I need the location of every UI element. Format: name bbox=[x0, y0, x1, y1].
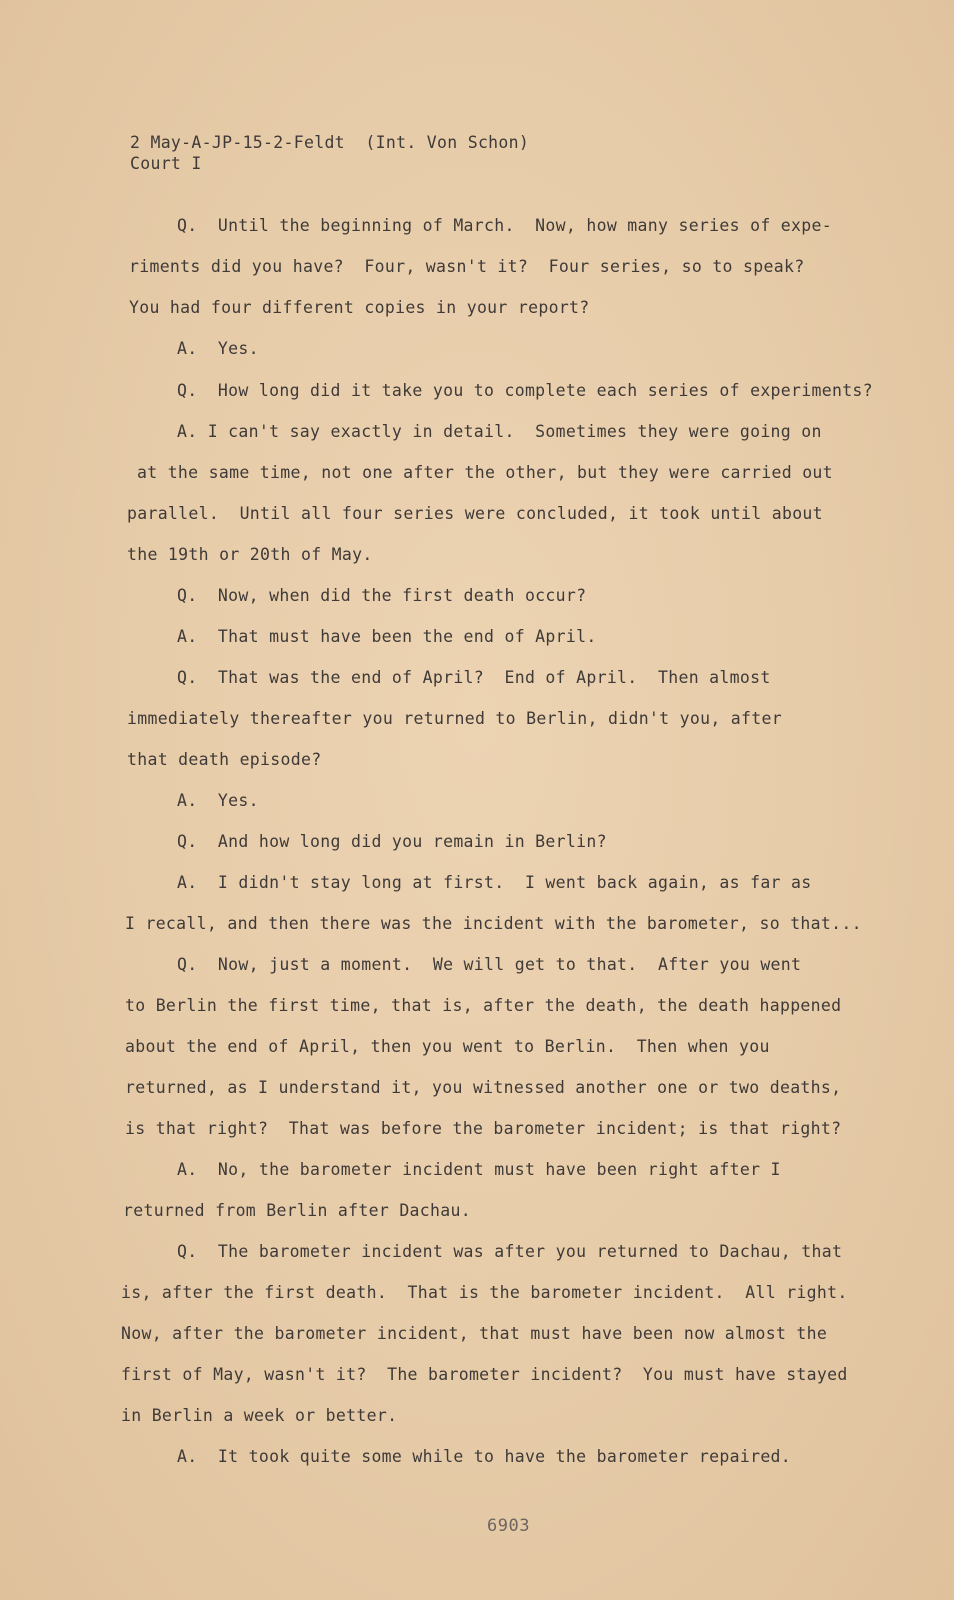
transcript-line: Q. That was the end of April? End of April. Then almost bbox=[177, 668, 771, 687]
transcript-line: A. Yes. bbox=[177, 791, 259, 810]
transcript-line: Q. Now, when did the first death occur? bbox=[177, 586, 587, 605]
transcript-line: is that right? That was before the barometer incident; is that right? bbox=[125, 1119, 842, 1138]
transcript-line: Q. The barometer incident was after you returned to Dachau, that bbox=[177, 1242, 843, 1261]
transcript-line: at the same time, not one after the other, but they were carried out bbox=[137, 463, 833, 482]
transcript-line: I recall, and then there was the incident with the barometer, so that... bbox=[125, 914, 862, 933]
transcript-line: A. No, the barometer incident must have been right after I bbox=[177, 1160, 781, 1179]
document-header-court: Court I bbox=[130, 154, 202, 173]
transcript-line: that death episode? bbox=[127, 750, 322, 769]
transcript-line: returned from Berlin after Dachau. bbox=[123, 1201, 471, 1220]
transcript-line: A. That must have been the end of April. bbox=[177, 627, 597, 646]
transcript-line: A. Yes. bbox=[177, 339, 259, 358]
transcript-line: Q. And how long did you remain in Berlin? bbox=[177, 832, 607, 851]
transcript-line: Q. How long did it take you to complete each series of experiments? bbox=[177, 381, 873, 400]
transcript-line: in Berlin a week or better. bbox=[121, 1406, 398, 1425]
transcript-line: A. I can't say exactly in detail. Sometimes they were going on bbox=[177, 422, 822, 441]
page-number: 6903 bbox=[487, 1516, 530, 1536]
transcript-line: is, after the first death. That is the barometer incident. All right. bbox=[121, 1283, 848, 1302]
transcript-line: You had four different copies in your report? bbox=[129, 298, 590, 317]
document-header-id: 2 May-A-JP-15-2-Feldt (Int. Von Schon) bbox=[130, 133, 530, 152]
transcript-line: riments did you have? Four, wasn't it? Four series, so to speak? bbox=[129, 257, 805, 276]
transcript-line: Q. Now, just a moment. We will get to that. After you went bbox=[177, 955, 802, 974]
transcript-line: A. It took quite some while to have the barometer repaired. bbox=[177, 1447, 792, 1466]
transcript-line: Now, after the barometer incident, that must have been now almost the bbox=[121, 1324, 828, 1343]
transcript-line: first of May, wasn't it? The barometer incident? You must have stayed bbox=[121, 1365, 848, 1384]
transcript-line: parallel. Until all four series were concluded, it took until about bbox=[127, 504, 823, 523]
transcript-line: immediately thereafter you returned to Berlin, didn't you, after bbox=[127, 709, 782, 728]
transcript-line: the 19th or 20th of May. bbox=[127, 545, 373, 564]
transcript-line: A. I didn't stay long at first. I went back again, as far as bbox=[177, 873, 812, 892]
transcript-line: to Berlin the first time, that is, after the death, the death happened bbox=[125, 996, 842, 1015]
transcript-line: Q. Until the beginning of March. Now, how many series of expe- bbox=[177, 216, 832, 235]
transcript-line: returned, as I understand it, you witnessed another one or two deaths, bbox=[125, 1078, 842, 1097]
transcript-line: about the end of April, then you went to Berlin. Then when you bbox=[125, 1037, 770, 1056]
